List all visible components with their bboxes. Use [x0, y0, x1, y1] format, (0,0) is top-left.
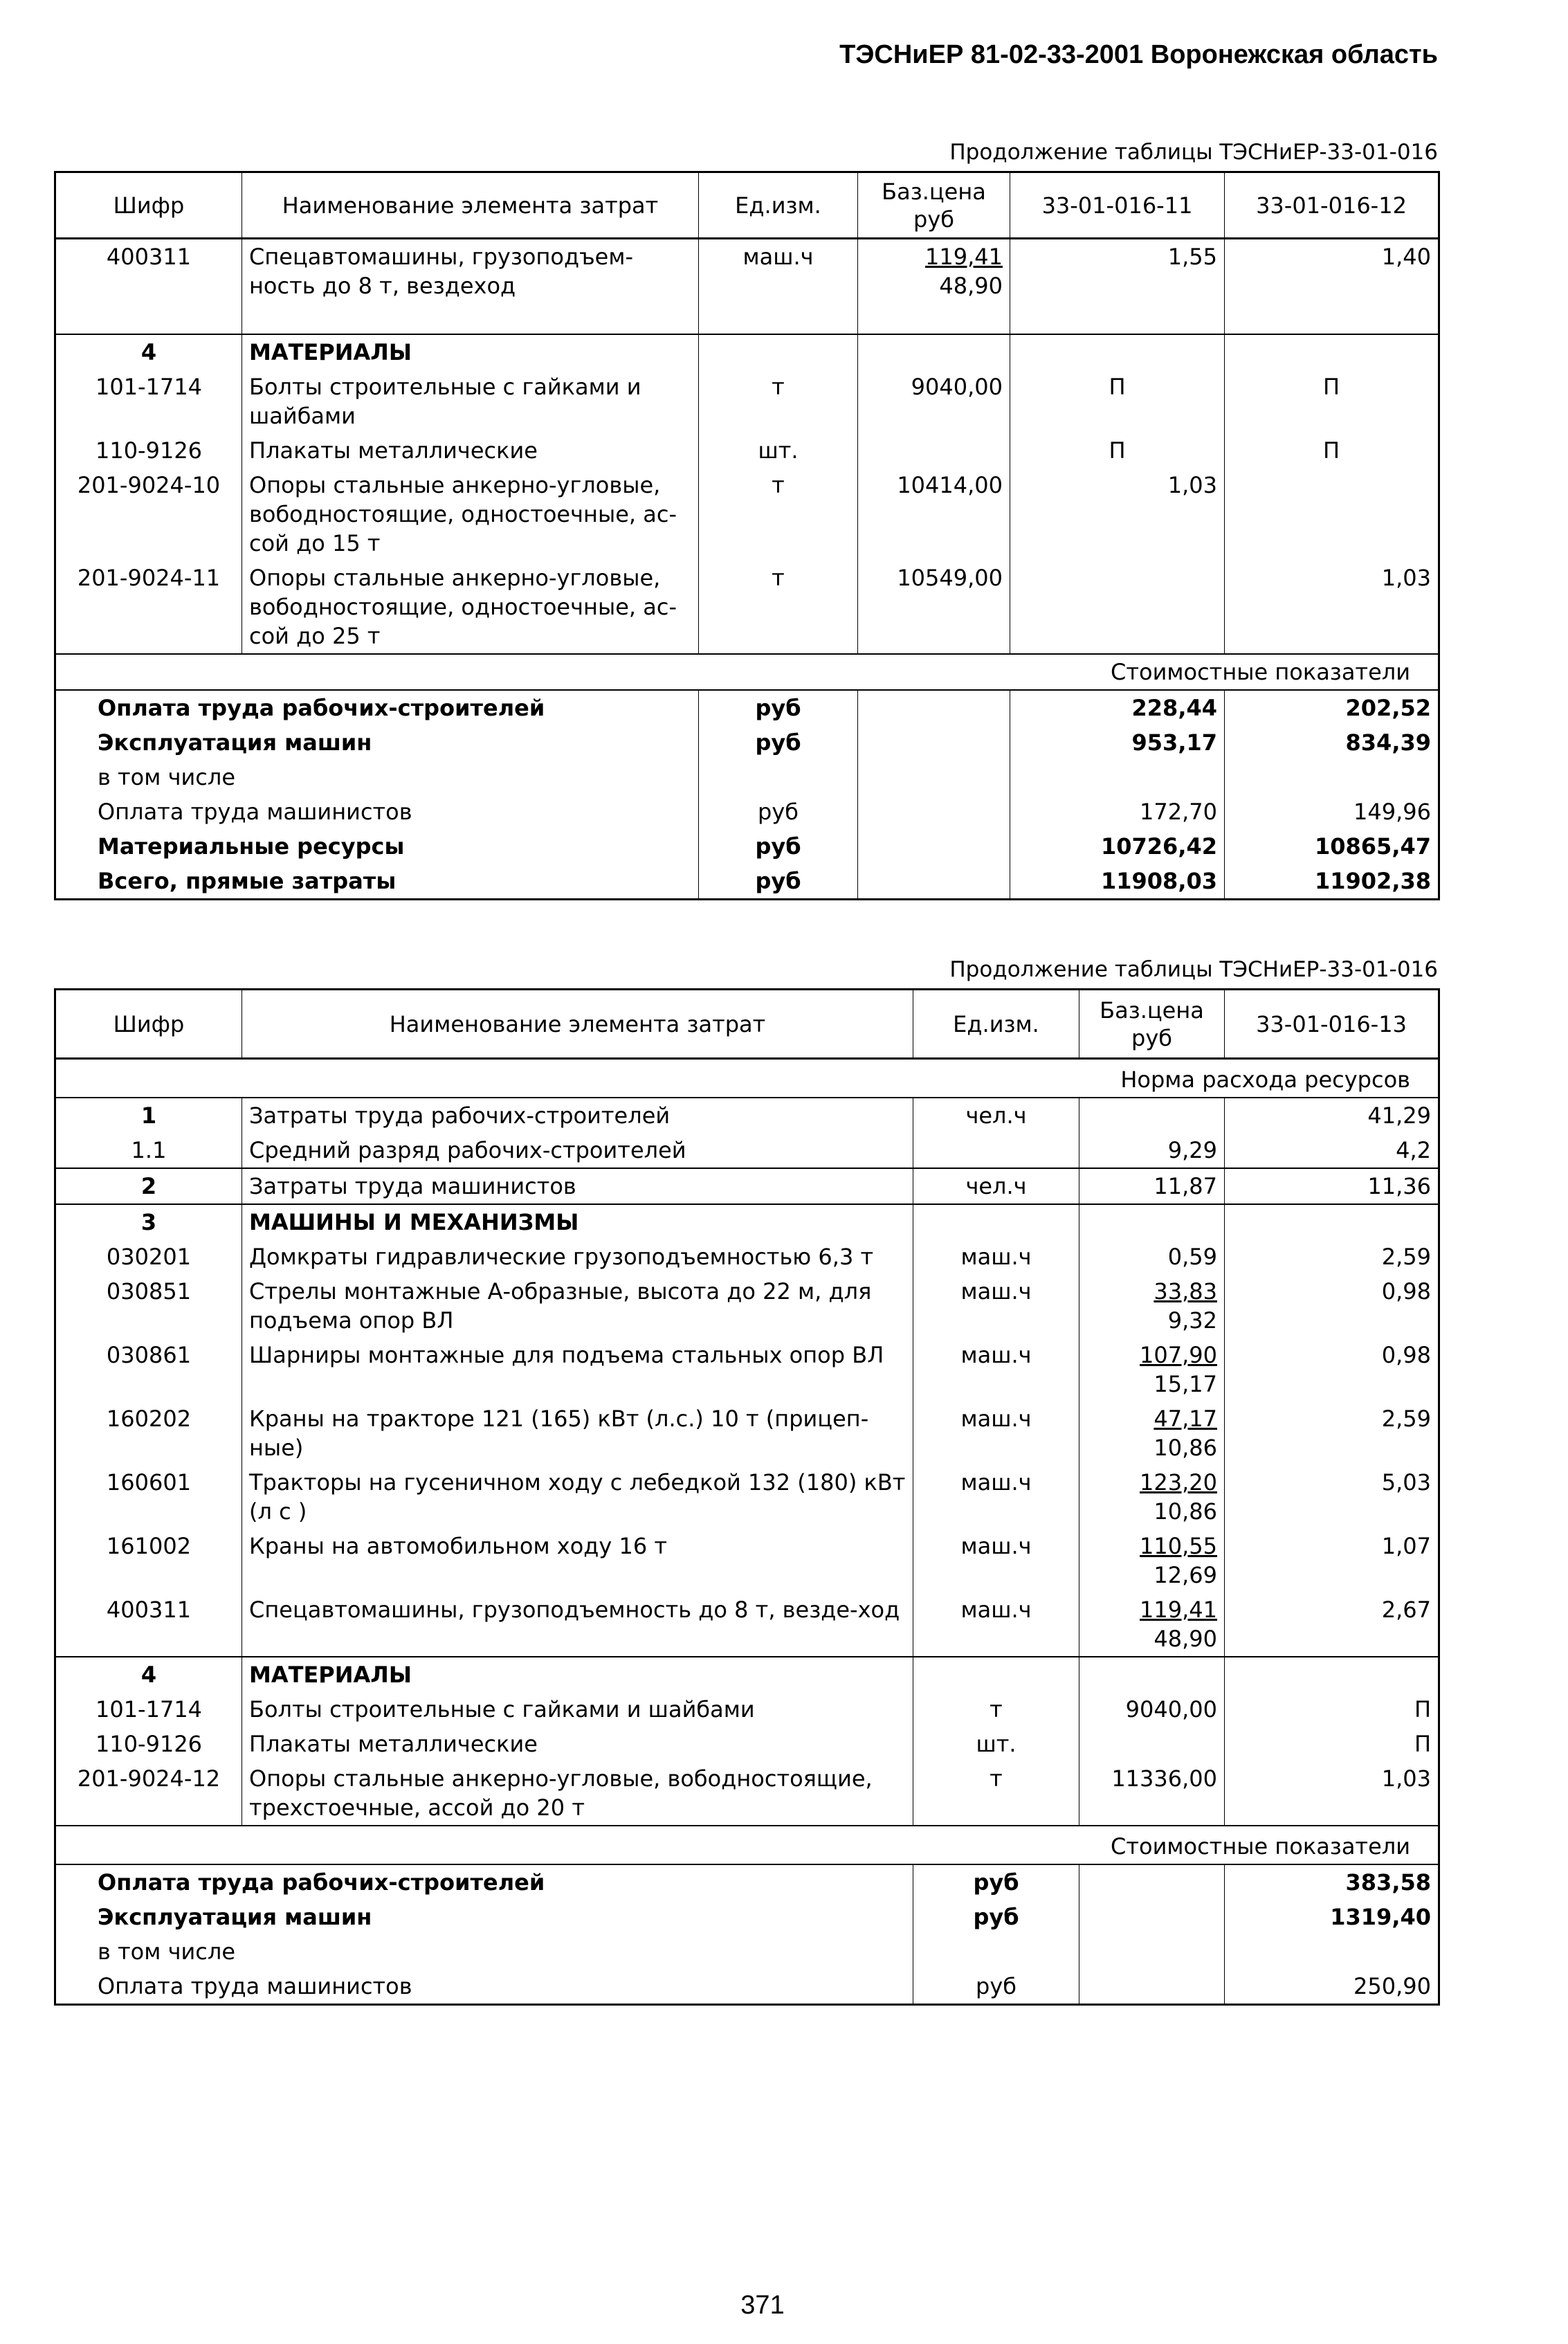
name-cell: Спецавтомашины, грузоподъем-ность до 8 т, вездеход: [242, 239, 699, 334]
code-cell: 3: [55, 1204, 242, 1239]
cost-name: Оплата труда машинистов: [55, 1969, 913, 2005]
cost-name: Всего, прямые затраты: [55, 864, 699, 900]
price-cell: [1079, 1657, 1225, 1692]
cost-value: 228,44: [1010, 690, 1225, 725]
table2-caption: Продолжение таблицы ТЭСНиЕР-33-01-016: [949, 957, 1438, 982]
table-row: [55, 1133, 1439, 1168]
price-cell: [1079, 1274, 1225, 1338]
value-cell: 5,03: [1225, 1465, 1439, 1529]
table-row: [55, 1761, 1439, 1826]
cost-unit: руб: [699, 690, 858, 725]
column-header: Шифр: [55, 172, 242, 239]
empty-cell: [1079, 1900, 1225, 1934]
table-row: [55, 239, 1439, 334]
name-cell: Спецавтомашины, грузоподъемность до 8 т, везде-ход: [242, 1592, 913, 1657]
section-title: МАТЕРИАЛЫ: [242, 334, 699, 370]
name-cell: Краны на автомобильном ходу 16 т: [242, 1529, 913, 1592]
cost-row: [55, 794, 1439, 829]
cost-value: 10726,42: [1010, 829, 1225, 864]
value-cell: 41,29: [1225, 1098, 1439, 1133]
price-value-secondary: 48,90: [1154, 1625, 1217, 1652]
price-value: 9,29: [1167, 1136, 1217, 1163]
cost-unit: руб: [699, 864, 858, 900]
price-value-secondary: 12,69: [1154, 1561, 1217, 1588]
price-value-secondary: 15,17: [1154, 1370, 1217, 1397]
unit-cell: [913, 1133, 1079, 1168]
name-cell: Опоры стальные анкерно-угловые, вободностоящие, трехстоечные, ассой до 20 т: [242, 1761, 913, 1826]
table-row: [55, 1098, 1439, 1133]
code-cell: 030861: [55, 1338, 242, 1401]
table-row: [55, 1168, 1439, 1204]
code-cell: 201-9024-11: [55, 561, 242, 654]
name-cell: МАТЕРИАЛЫ: [242, 1657, 913, 1692]
code-cell: 160202: [55, 1401, 242, 1465]
code-cell: 400311: [55, 239, 242, 334]
name-cell: Опоры стальные анкерно-угловые, вободностоящие, одностоечные, ас-сой до 15 т: [242, 468, 699, 561]
code-cell: 110-9126: [55, 433, 242, 468]
cost-row: [55, 690, 1439, 725]
price-cell: [1079, 1592, 1225, 1657]
value-cell: 1,07: [1225, 1529, 1439, 1592]
band-row: [55, 1826, 1439, 1864]
price-value: 9040,00: [1125, 1696, 1217, 1723]
code-cell: 2: [55, 1168, 242, 1204]
price-value-secondary: 9,32: [1167, 1307, 1217, 1334]
cost-unit: [913, 1934, 1079, 1969]
price-cell: [1079, 1529, 1225, 1592]
table-row: [55, 1692, 1439, 1727]
price-cell: [1079, 1465, 1225, 1529]
cost-name: Материальные ресурсы: [55, 829, 699, 864]
code-cell: 110-9126: [55, 1727, 242, 1761]
value-cell: 11,36: [1225, 1168, 1439, 1204]
cost-unit: руб: [699, 794, 858, 829]
unit-cell: чел.ч: [913, 1098, 1079, 1133]
table-row: [55, 1529, 1439, 1592]
name-cell: Плакаты металлические: [242, 1727, 913, 1761]
empty-cell: [1079, 1864, 1225, 1900]
price-cell: [1079, 1204, 1225, 1239]
code-cell: 161002: [55, 1529, 242, 1592]
cost-value: 149,96: [1225, 794, 1439, 829]
cost-value: 250,90: [1225, 1969, 1439, 2005]
value-cell: 1,03: [1010, 468, 1225, 561]
cost-unit: руб: [913, 1969, 1079, 2005]
unit-cell: маш.ч: [913, 1465, 1079, 1529]
column-header: Ед.изм.: [699, 172, 858, 239]
cost-row: [55, 1900, 1439, 1934]
name-cell: Стрелы монтажные А-образные, высота до 22 м, для подъема опор ВЛ: [242, 1274, 913, 1338]
code-cell: 160601: [55, 1465, 242, 1529]
cost-name: Оплата труда рабочих-строителей: [55, 690, 699, 725]
value-cell: 1,03: [1225, 561, 1439, 654]
table-row: [55, 561, 1439, 654]
name-cell: Плакаты металлические: [242, 433, 699, 468]
value-cell: П: [1225, 370, 1439, 433]
value-cell: П: [1225, 433, 1439, 468]
cost-value: 202,52: [1225, 690, 1439, 725]
unit-cell: т: [913, 1761, 1079, 1826]
table2: [54, 988, 1440, 2006]
price-cell: [1079, 1401, 1225, 1465]
price-cell: 9040,00: [858, 370, 1010, 433]
empty-cell: [1079, 1934, 1225, 1969]
cost-value: 834,39: [1225, 725, 1439, 760]
price-cell: [858, 239, 1010, 334]
name-cell: Затраты труда рабочих-строителей: [242, 1098, 913, 1133]
cost-value: [1010, 760, 1225, 794]
price-value: 47,17: [1154, 1405, 1217, 1432]
price-value: 119,41: [1140, 1596, 1217, 1623]
price-value: 119,41: [925, 244, 1003, 270]
column-header: 33-01-016-12: [1225, 172, 1439, 239]
price-value: 11336,00: [1111, 1765, 1217, 1792]
band-row: [55, 1059, 1439, 1098]
code-cell: 1: [55, 1098, 242, 1133]
price-cell: [858, 433, 1010, 468]
price-cell: [1079, 1338, 1225, 1401]
value-cell: 4,2: [1225, 1133, 1439, 1168]
value-cell: 1,03: [1225, 1761, 1439, 1826]
name-cell: Болты строительные с гайками и шайбами: [242, 370, 699, 433]
table-row: [55, 1657, 1439, 1692]
price-value: 0,59: [1167, 1243, 1217, 1270]
table-row: [55, 1204, 1439, 1239]
value-cell: 2,59: [1225, 1239, 1439, 1274]
name-cell: Домкраты гидравлические грузоподъемностью 6,3 т: [242, 1239, 913, 1274]
table-row: [55, 370, 1439, 433]
code-cell: 400311: [55, 1592, 242, 1657]
unit-cell: т: [699, 468, 858, 561]
cost-value: 1319,40: [1225, 1900, 1439, 1934]
value-cell: П: [1010, 433, 1225, 468]
table-row: [55, 433, 1439, 468]
price-cell: [1079, 1727, 1225, 1761]
code-cell: 101-1714: [55, 370, 242, 433]
table-row: [55, 1239, 1439, 1274]
column-header: Наименование элемента затрат: [242, 990, 913, 1059]
name-cell: Болты строительные с гайками и шайбами: [242, 1692, 913, 1727]
cost-unit: руб: [699, 829, 858, 864]
column-header: 33-01-016-13: [1225, 990, 1439, 1059]
page-number: 371: [740, 2291, 785, 2320]
resource-rows: [55, 1098, 1439, 1826]
name-cell: Тракторы на гусеничном ходу с лебедкой 132 (180) кВт (л с ): [242, 1465, 913, 1529]
cost-value: 11902,38: [1225, 864, 1439, 900]
price-value-secondary: 10,86: [1154, 1434, 1217, 1461]
table-row: [55, 1401, 1439, 1465]
unit-cell: маш.ч: [913, 1401, 1079, 1465]
price-cell: 10414,00: [858, 468, 1010, 561]
cost-value: 11908,03: [1010, 864, 1225, 900]
code-cell: 030201: [55, 1239, 242, 1274]
column-header: Баз.цена руб: [1079, 990, 1225, 1059]
cost-unit: руб: [913, 1864, 1079, 1900]
column-header: Наименование элемента затрат: [242, 172, 699, 239]
unit-cell: т: [913, 1692, 1079, 1727]
cost-unit: [699, 760, 858, 794]
value-cell: 0,98: [1225, 1338, 1439, 1401]
cost-value: [1225, 1934, 1439, 1969]
column-header: Баз.цена руб: [858, 172, 1010, 239]
cost-value: 172,70: [1010, 794, 1225, 829]
unit-cell: [913, 1204, 1079, 1239]
value-cell: [1225, 468, 1439, 561]
band-label: Стоимостные показатели: [55, 1826, 1439, 1864]
cost-name: в том числе: [55, 760, 699, 794]
band-label: Стоимостные показатели: [55, 654, 1439, 690]
value-cell: 1,55: [1010, 239, 1225, 334]
price-value: 123,20: [1140, 1469, 1217, 1496]
value-cell: 1,40: [1225, 239, 1439, 334]
name-cell: Затраты труда машинистов: [242, 1168, 913, 1204]
unit-cell: [913, 1657, 1079, 1692]
cost-name: Оплата труда рабочих-строителей: [55, 1864, 913, 1900]
cost-name: Эксплуатация машин: [55, 1900, 913, 1934]
name-cell: Краны на тракторе 121 (165) кВт (л.с.) 10 т (прицеп-ные): [242, 1401, 913, 1465]
unit-cell: маш.ч: [699, 239, 858, 334]
unit-cell: шт.: [699, 433, 858, 468]
value-cell: П: [1225, 1692, 1439, 1727]
table-row: [55, 1274, 1439, 1338]
price-cell: [1079, 1168, 1225, 1204]
table-row: [55, 1592, 1439, 1657]
empty-cell: [1079, 1969, 1225, 2005]
cost-value: [1225, 760, 1439, 794]
value-cell: [1225, 1204, 1439, 1239]
unit-cell: т: [699, 370, 858, 433]
unit-cell: маш.ч: [913, 1592, 1079, 1657]
price-cell: [1079, 1761, 1225, 1826]
value-cell: [1010, 561, 1225, 654]
code-cell: 1.1: [55, 1133, 242, 1168]
cost-row: [55, 1864, 1439, 1900]
price-cell: [1079, 1098, 1225, 1133]
code-cell: 101-1714: [55, 1692, 242, 1727]
section-row: [55, 334, 1439, 370]
cost-row: [55, 760, 1439, 794]
code-cell: 201-9024-12: [55, 1761, 242, 1826]
cost-row: [55, 1969, 1439, 2005]
value-cell: 2,67: [1225, 1592, 1439, 1657]
cost-unit: руб: [913, 1900, 1079, 1934]
price-cell: 10549,00: [858, 561, 1010, 654]
price-cell: [1079, 1239, 1225, 1274]
price-value: 11,87: [1154, 1172, 1217, 1199]
table-row: [55, 468, 1439, 561]
value-cell: 2,59: [1225, 1401, 1439, 1465]
band-label: Норма расхода ресурсов: [55, 1059, 1439, 1098]
code-cell: 201-9024-10: [55, 468, 242, 561]
price-cell: [1079, 1133, 1225, 1168]
cost-value: 10865,47: [1225, 829, 1439, 864]
value-cell: П: [1010, 370, 1225, 433]
code-cell: 4: [55, 1657, 242, 1692]
band-row: [55, 654, 1439, 690]
price-value: 33,83: [1154, 1278, 1217, 1305]
cost-value: 383,58: [1225, 1864, 1439, 1900]
value-cell: 0,98: [1225, 1274, 1439, 1338]
value-cell: П: [1225, 1727, 1439, 1761]
table-row: [55, 1465, 1439, 1529]
unit-cell: т: [699, 561, 858, 654]
column-header: Ед.изм.: [913, 990, 1079, 1059]
cost-unit: руб: [699, 725, 858, 760]
name-cell: Опоры стальные анкерно-угловые, вободностоящие, одностоечные, ас-сой до 25 т: [242, 561, 699, 654]
cost-value: 953,17: [1010, 725, 1225, 760]
name-cell: Средний разряд рабочих-строителей: [242, 1133, 913, 1168]
page-header: ТЭСНиЕР 81-02-33-2001 Воронежская область: [839, 40, 1438, 69]
table1: [54, 171, 1440, 900]
price-value-secondary: 48,90: [939, 273, 1003, 299]
table1-caption: Продолжение таблицы ТЭСНиЕР-33-01-016: [949, 140, 1438, 165]
unit-cell: маш.ч: [913, 1529, 1079, 1592]
unit-cell: маш.ч: [913, 1274, 1079, 1338]
section-code: 4: [55, 334, 242, 370]
unit-cell: шт.: [913, 1727, 1079, 1761]
cost-row: [55, 864, 1439, 900]
unit-cell: маш.ч: [913, 1239, 1079, 1274]
value-cell: [1225, 1657, 1439, 1692]
table-row: [55, 1727, 1439, 1761]
code-cell: 030851: [55, 1274, 242, 1338]
table-row: [55, 1338, 1439, 1401]
name-cell: МАШИНЫ И МЕХАНИЗМЫ: [242, 1204, 913, 1239]
cost-name: Эксплуатация машин: [55, 725, 699, 760]
cost-name: Оплата труда машинистов: [55, 794, 699, 829]
price-value: 110,55: [1140, 1532, 1217, 1559]
price-value-secondary: 10,86: [1154, 1498, 1217, 1525]
price-cell: [1079, 1692, 1225, 1727]
cost-name: в том числе: [55, 1934, 913, 1969]
price-value: 107,90: [1140, 1341, 1217, 1368]
unit-cell: маш.ч: [913, 1338, 1079, 1401]
cost-row: [55, 1934, 1439, 1969]
cost-row: [55, 829, 1439, 864]
column-header: 33-01-016-11: [1010, 172, 1225, 239]
name-cell: Шарниры монтажные для подъема стальных опор ВЛ: [242, 1338, 913, 1401]
unit-cell: чел.ч: [913, 1168, 1079, 1204]
cost-rows: [55, 1864, 1439, 2005]
column-header: Шифр: [55, 990, 242, 1059]
cost-row: [55, 725, 1439, 760]
